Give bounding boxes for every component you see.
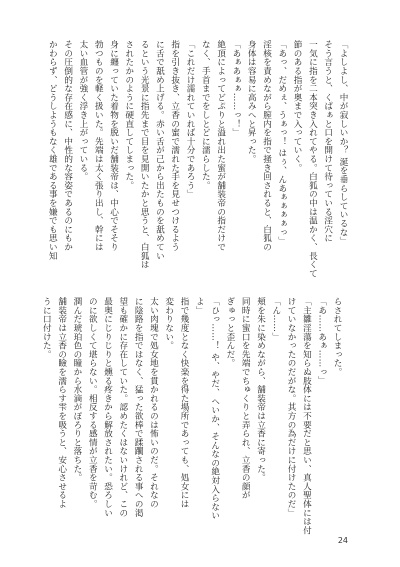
lower-text-line: に陰路を指ではなく、猛った欲棒で蹂躙される事への渇 (133, 297, 144, 517)
lower-text-line: 「ん……」 (270, 297, 281, 341)
upper-text-line: 節のある指が奥まで入っていく。 (292, 40, 303, 172)
lower-text-line: のに欲しくて堪らない。相反する感情が立香を苛む。 (87, 297, 98, 509)
upper-text-line: そう言うと、くぱぁと口を開けて待っている淫穴に (322, 40, 333, 243)
page-number: 24 (337, 536, 348, 545)
upper-text-line: 身体は容易に高みへと昇った。 (246, 40, 257, 164)
lower-text-line: 頬を朱に染めながら、舗装帝は立香に寄った。 (255, 297, 266, 482)
upper-text-line: 指を引き抜き、立香の蜜で濡れた手を見せつけるよう (169, 40, 180, 252)
upper-text-line: 「これだけ濡れていれば十分であろう」 (185, 40, 196, 199)
lower-text-line: 変わりない。 (163, 297, 174, 350)
lower-text-block (38, 297, 344, 537)
upper-text-line: かわらず、どうしようもなく雄である事を嫌でも思い知 (47, 40, 58, 260)
lower-text-line: ぎゅっと歪んだ。 (224, 297, 235, 368)
upper-text-line: その圧倒的な存在感に、中性的な容姿であるのにもか (62, 40, 73, 252)
upper-text-line: なく、手首までをしとどに濡らした。 (200, 40, 211, 190)
upper-text-line: 身に纏っていた着物を脱いだ舗装帝は、中心でそそり (108, 40, 119, 252)
lower-text-line: 最奥にじりじりと燻る疼きから解放されたい。恐ろしい (102, 297, 113, 517)
lower-text-line: らされてしまった。 (332, 297, 342, 377)
lower-text-line: 「あ……あぁ……っ」 (316, 297, 327, 385)
lower-text-line: うに口付けた。 (41, 297, 52, 359)
lower-text-line: 「ひっ……！ や、やだ、へいか、そんなの絶対入らない (209, 297, 220, 520)
upper-text-line: 淫核を責めながら膣内を指で掻き回されると、白狐の (261, 40, 272, 252)
upper-text-line: 「あぁあぁぁ……っ！」 (230, 40, 241, 137)
upper-text-line: 勃つものを軽く扱いた。先端は太く張り出し、幹には (93, 40, 104, 252)
upper-text-line: されたかのように硬直してしまった。 (123, 40, 134, 190)
lower-text-line: 舗装帝は立香の瞼を濡らす雫を吸うと、安心させるよ (56, 297, 67, 509)
lower-text-line: 「主雛淫蕩を知らぬ肢体には不要だと思い、真人聖体には付 (301, 297, 312, 535)
lower-text-line: 望も確かに存在していた。認めたくはないけれど、この (117, 297, 128, 517)
lower-text-line: 太い肉塊で処女地を貫かれるのは怖いのだ。それなの (148, 297, 159, 509)
upper-text-line: 絶頂によってどぷりと溢れ出た蜜が舗装帝の指だけで (215, 40, 226, 252)
upper-text-line: 「あっ、だめぇ、うぁっ！ はぅ、んあぁぁぁぁっ」 (276, 40, 287, 246)
upper-text-line: 太い血管が強く浮き上がっている。 (77, 40, 88, 181)
lower-text-line: 同時に蜜口を先端でちゅくりと弄られ、立香の顔が (240, 297, 251, 500)
upper-text-block (44, 40, 350, 285)
lower-text-line: よ」 (194, 297, 205, 315)
upper-text-line: るという光景に指先まで目を見開いたかと思うと、白狐は (139, 40, 150, 269)
upper-text-line: 一気に指を二本突き入れてやる。白狐の中は温かく、長くて (307, 40, 318, 278)
upper-text-line: に舌で舐め上げる。赤い舌が己から出たものを舐めてい (154, 40, 165, 260)
lower-text-line: 潤んだ琥珀色の瞳から水滴がぽろりと落ちた。 (71, 297, 82, 482)
lower-text-line: けていなかったのだがな。其方の為だけに付けたのだ」 (286, 297, 297, 517)
lower-text-line: 指で幾度となく快楽を得た場所であっても、処女には (179, 297, 190, 509)
upper-text-line: 「よしよし、中が寂しいか？ 涎を垂らしているな」 (338, 40, 348, 246)
